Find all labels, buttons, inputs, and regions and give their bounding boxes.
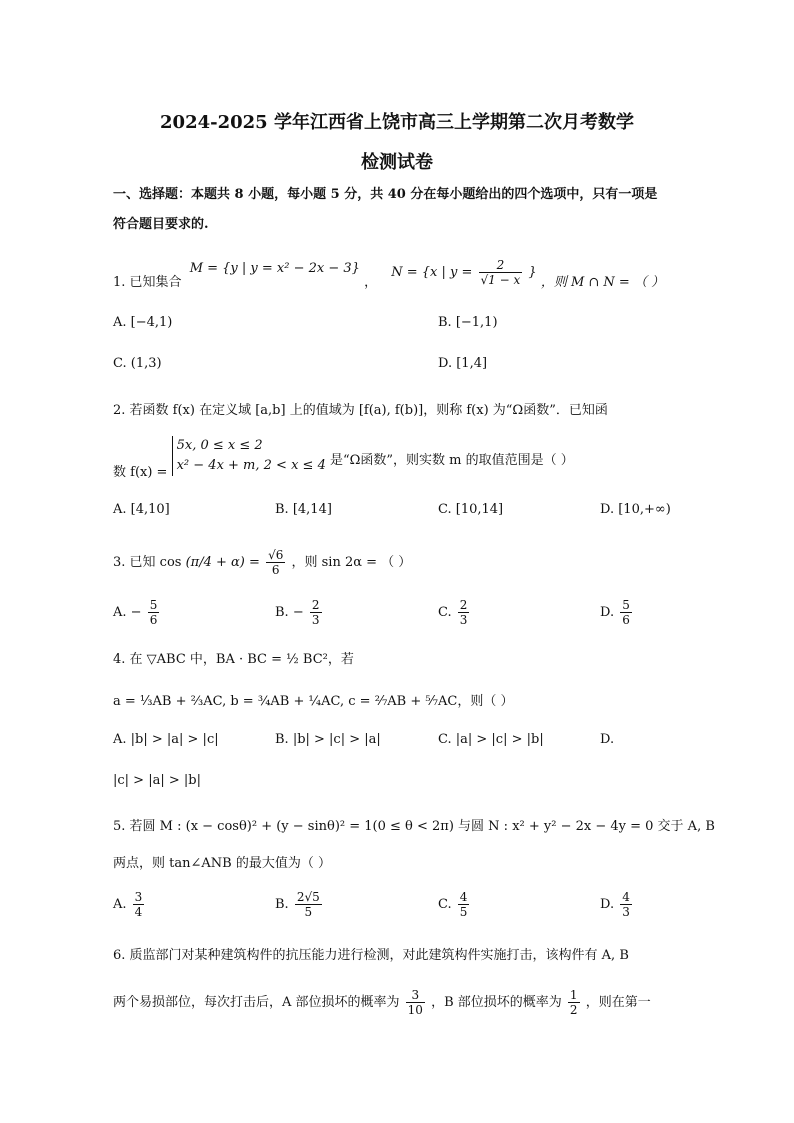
- q1-prefix: 1. 已知集合: [113, 275, 182, 290]
- q3-a-num: 5: [149, 598, 158, 612]
- q6-text-a: 两个易损部位，每次打击后，A 部位损坏的概率为: [113, 995, 400, 1010]
- q3-arg: (π/4 + α): [185, 555, 245, 570]
- q1-set-M: M = {y | y = x² − 2x − 3}: [189, 261, 360, 276]
- question-3: [113, 548, 411, 577]
- q1-N-left: N = {x | y =: [391, 265, 473, 280]
- q6-text-b: ，B 部位损坏的概率为: [431, 995, 562, 1010]
- q5-option-d[interactable]: [600, 890, 634, 919]
- q1-option-b[interactable]: B. [−1,1): [438, 315, 498, 330]
- q3-c-den: 3: [459, 613, 468, 627]
- q2-option-c[interactable]: C. [10,14]: [438, 502, 504, 517]
- q5-a-fraction: [133, 890, 145, 919]
- q3-a-sign: −: [130, 605, 142, 620]
- q2-case-2: x² − 4x + m, 2 < x ≤ 4: [176, 458, 326, 473]
- q3-a-fraction: [148, 598, 160, 627]
- q4-option-c[interactable]: C. |a| > |c| > |b|: [438, 732, 544, 747]
- q5-option-c[interactable]: [438, 890, 471, 919]
- q5-d-num: 4: [622, 890, 630, 904]
- q3-d-num: 5: [622, 598, 630, 612]
- q5-d-label: D.: [600, 897, 615, 912]
- q3-option-c[interactable]: [438, 598, 471, 627]
- q1-N-numerator: 2: [479, 258, 523, 273]
- q3-d-fraction: [620, 598, 632, 627]
- q6-text-c: ，则在第一: [585, 995, 651, 1010]
- q2-option-a[interactable]: A. [4,10]: [113, 502, 170, 517]
- q3-option-a[interactable]: [113, 598, 161, 627]
- question-4-line2: a = ⅓AB + ⅔AC, b = ¾AB + ¼AC, c = ²⁄₇AB + ⁵⁄₇AC，则（ ）: [113, 694, 514, 709]
- q5-a-num: 3: [134, 890, 143, 904]
- question-6-line1: 6. 质监部门对某种建筑构件的抗压能力进行检测，对此建筑构件实施打击，该构件有 A, B: [113, 948, 629, 963]
- q2-suffix: 是“Ω函数”，则实数 m 的取值范围是（ ）: [329, 452, 574, 468]
- exam-title-line2: 检测试卷: [361, 152, 433, 173]
- q3-option-d[interactable]: [600, 598, 634, 627]
- q1-option-d[interactable]: D. [1,4]: [438, 356, 488, 371]
- q6-frac1-num: 3: [406, 988, 425, 1003]
- q2-option-b[interactable]: B. [4,14]: [275, 502, 332, 517]
- q3-equals: =: [249, 555, 260, 570]
- q5-c-fraction: [458, 890, 470, 919]
- question-6-line2: [113, 988, 651, 1017]
- question-4-line1: 4. 在 ▽ABC 中，BA · BC = ½ BC²，若: [113, 652, 354, 667]
- q6-fraction-1: [406, 988, 425, 1017]
- question-5-line2: 两点，则 tan∠ANB 的最大值为（ ）: [113, 856, 331, 871]
- q3-b-den: 3: [311, 613, 320, 627]
- question-1: 1. 已知集合 M = {y | y = x² − 2x − 3} ， N = {x | y = $\frac{2}{√1 - x}$ } ，则 M ∩ N = （ ）: [113, 258, 665, 290]
- exam-title-line1: 2024-2025 学年江西省上饶市高三上学期第二次月考数学: [160, 112, 634, 133]
- q2-prefix: 数 f(x) =: [113, 464, 168, 480]
- q6-frac1-den: 10: [407, 1003, 423, 1017]
- q3-suffix: ，则 sin 2α = （ ）: [291, 555, 412, 570]
- q2-option-d[interactable]: D. [10,+∞): [600, 502, 671, 517]
- q2-case-1: 5x, 0 ≤ x ≤ 2: [176, 438, 263, 453]
- q3-a-label: A.: [113, 605, 127, 620]
- q3-b-sign: −: [292, 605, 304, 620]
- section-line1: 一、选择题：本题共 8 小题，每小题 5 分，共 40 分在每小题给出的四个选项中，只有一项是: [113, 187, 658, 202]
- question-5-line1: 5. 若圆 M : (x − cosθ)² + (y − sinθ)² = 1(0 ≤ θ < 2π) 与圆 N : x² + y² − 2x − 4y = 0 交于 A, B: [113, 819, 715, 834]
- q1-option-c[interactable]: C. (1,3): [113, 356, 162, 371]
- q3-option-b[interactable]: [275, 598, 324, 627]
- section-line2: 符合题目要求的.: [113, 217, 209, 232]
- q5-option-b[interactable]: [275, 890, 324, 919]
- q3-c-label: C.: [438, 605, 452, 620]
- q4-option-d-content[interactable]: |c| > |a| > |b|: [113, 773, 201, 788]
- q3-prefix: 3. 已知 cos: [113, 555, 182, 570]
- q1-suffix: ，则 M ∩ N = （ ）: [540, 275, 665, 290]
- q1-option-a[interactable]: A. [−4,1): [113, 315, 173, 330]
- q5-c-den: 5: [459, 905, 468, 919]
- q5-c-label: C.: [438, 897, 452, 912]
- q4-option-b[interactable]: B. |b| > |c| > |a|: [275, 732, 381, 747]
- q4-option-a[interactable]: A. |b| > |a| > |c|: [113, 732, 219, 747]
- q3-d-den: 6: [622, 613, 630, 627]
- q5-a-den: 4: [134, 905, 143, 919]
- q3-b-num: 2: [311, 598, 320, 612]
- q2-piecewise: [172, 436, 326, 476]
- q3-c-fraction: [458, 598, 470, 627]
- q5-b-label: B.: [275, 897, 289, 912]
- q5-b-fraction: [295, 890, 322, 919]
- q6-fraction-2: [568, 988, 580, 1017]
- question-2-line1: 2. 若函数 f(x) 在定义域 [a,b] 上的值域为 [f(a), f(b)]，则称 f(x) 为“Ω函数”．已知函: [113, 403, 608, 418]
- q5-b-den: 5: [304, 905, 313, 919]
- q5-b-num: 2√5: [296, 890, 320, 904]
- q5-c-num: 4: [459, 890, 468, 904]
- q3-denominator: 6: [271, 563, 280, 577]
- q3-c-num: 2: [459, 598, 468, 612]
- q3-numerator: √6: [268, 548, 284, 562]
- q6-frac2-num: 1: [569, 988, 578, 1002]
- q1-set-N: [391, 258, 541, 287]
- q5-d-fraction: [620, 890, 632, 919]
- section-instructions: [113, 180, 683, 240]
- q4-option-d[interactable]: D.: [600, 732, 615, 747]
- q1-N-right: }: [528, 265, 537, 280]
- question-2-line2: [113, 436, 574, 480]
- q5-option-a[interactable]: [113, 890, 146, 919]
- q5-a-label: A.: [113, 897, 127, 912]
- q3-fraction: [266, 548, 285, 577]
- q6-frac2-den: 2: [569, 1003, 578, 1017]
- q3-a-den: 6: [149, 613, 158, 627]
- q5-d-den: 3: [622, 905, 630, 919]
- q3-b-fraction: [310, 598, 322, 627]
- q1-N-fraction: [479, 258, 523, 287]
- q1-N-denominator: √1 − x: [480, 273, 521, 287]
- q3-b-label: B.: [275, 605, 289, 620]
- q3-d-label: D.: [600, 605, 615, 620]
